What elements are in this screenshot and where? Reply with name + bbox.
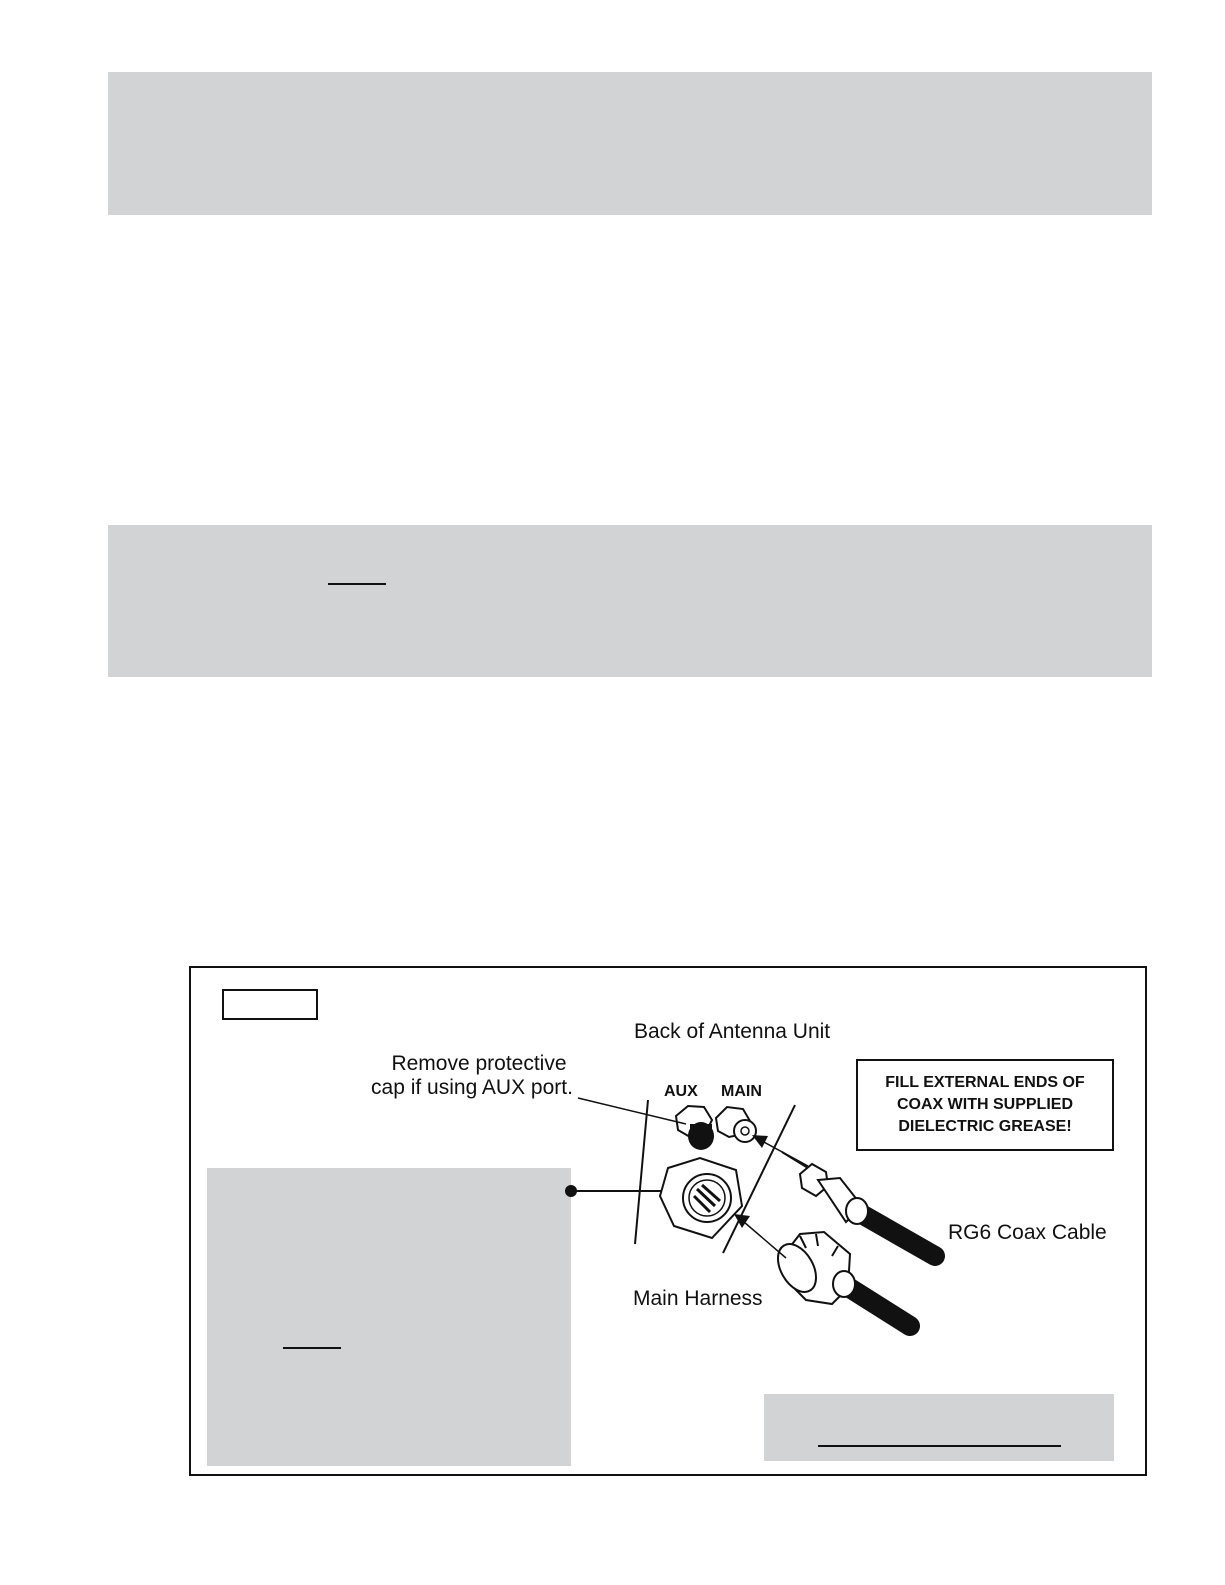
remove-cap-line2: cap if using AUX port. [371,1076,573,1100]
main-harness-label: Main Harness [633,1287,763,1310]
grease-warning-box [856,1059,1114,1151]
aux-port-icon [676,1106,714,1150]
harness-socket-icon [660,1158,742,1238]
warning-line3: DIELECTRIC GREASE! [898,1118,1072,1135]
warning-line2: COAX WITH SUPPLIED [896,1096,1073,1113]
remove-cap-line1: Remove protective [391,1052,567,1075]
remove-cap-label [366,1052,578,1100]
coax-cable-line [858,1212,935,1256]
warning-line1: FILL EXTERNAL ENDS OF [885,1074,1085,1091]
main-port-label: MAIN [721,1083,762,1100]
remove-cap-leader [578,1098,686,1124]
figure-title: Back of Antenna Unit [634,1020,831,1043]
coax-arrow-head [752,1135,768,1148]
coax-cable-label: RG6 Coax Cable [948,1221,1107,1244]
housing-edge-left [635,1100,648,1244]
harness-callout-dot [565,1185,577,1197]
coax-arrow-line [762,1141,808,1166]
harness-arrow-line [744,1222,786,1258]
main-port-icon [716,1107,756,1142]
aux-port-label: AUX [664,1083,698,1100]
harness-cable-line [845,1285,910,1326]
